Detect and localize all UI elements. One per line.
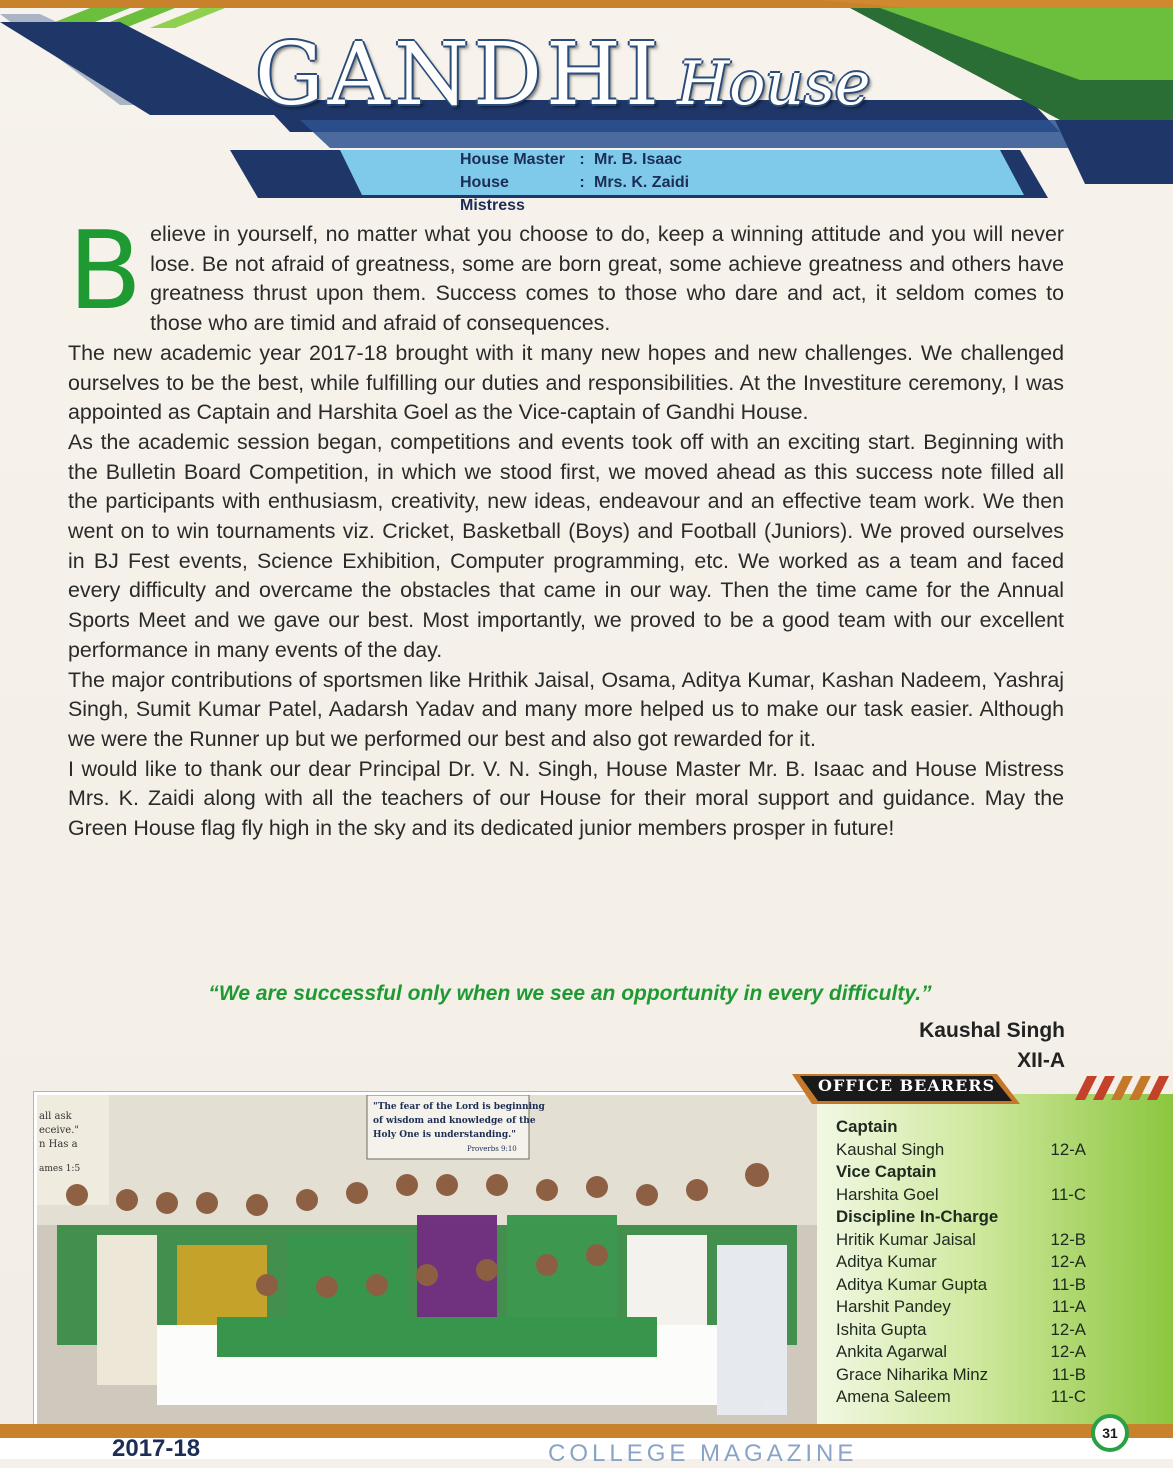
list-item	[836, 1364, 1086, 1387]
footer-magazine-title: COLLEGE MAGAZINE	[548, 1440, 858, 1467]
member-class: 12-A	[1050, 1342, 1086, 1361]
article-paragraph: I would like to thank our dear Principal Dr. V. N. Singh, House Master Mr. B. Isaac and House Mistress Mrs. K. Zaidi along with all the teachers of our House for their moral support and guidance. May the Green House flag fly high in the sky and its dedicated junior members prosper in future!	[68, 756, 1064, 841]
list-item	[836, 1274, 1086, 1297]
member-name: Aditya Kumar	[836, 1252, 937, 1271]
drop-cap: B	[68, 209, 143, 334]
wall-banner-reference: Proverbs 9:10	[467, 1145, 517, 1153]
article-paragraph: The major contributions of sportsmen like Hrithik Jaisal, Osama, Aditya Kumar, Kashan Nadeem, Yashraj Singh, Sumit Kumar Patel, Aadarsh Yadav and many more helped us to make our task easier. Although we were the Runner up but we performed our best and also got rewarded for it.	[68, 667, 1064, 751]
list-item	[836, 1341, 1086, 1364]
house-master-name: Mr. B. Isaac	[594, 151, 683, 168]
separator: :	[579, 174, 585, 191]
member-class: 11-A	[1051, 1297, 1086, 1316]
member-name: Ishita Gupta	[836, 1319, 927, 1339]
member-class: 11-C	[1050, 1387, 1086, 1406]
wall-text-3: n Has a	[39, 1139, 78, 1150]
member-name: Amena Saleem	[836, 1387, 951, 1406]
member-class: 11-B	[1051, 1274, 1086, 1294]
author-class: XII-A	[1017, 1049, 1065, 1072]
signature	[919, 1016, 1065, 1076]
pull-quote: “We are successful only when we see an opportunity in every difficulty.”	[208, 982, 932, 1005]
list-item	[836, 1229, 1086, 1252]
discipline-heading: Discipline In-Charge	[836, 1207, 999, 1226]
list-item	[836, 1296, 1086, 1319]
list-item	[836, 1319, 1086, 1342]
member-name: Harshit Pandey	[836, 1297, 951, 1316]
office-bearers-list	[836, 1116, 1086, 1409]
wall-text-4: ames 1:5	[39, 1164, 81, 1174]
list-item	[836, 1251, 1086, 1274]
wall-banner-line-1: "The fear of the Lord is beginning	[373, 1102, 545, 1112]
office-bearers-stripes	[1075, 1076, 1173, 1100]
house-mistress-label: House Mistress	[460, 174, 525, 214]
title-house: House	[676, 49, 871, 119]
vice-captain-heading: Vice Captain	[836, 1162, 937, 1181]
member-class: 11-C	[1050, 1184, 1086, 1204]
member-name: Grace Niharika Minz	[836, 1364, 989, 1384]
wall-text-2: eceive."	[39, 1125, 79, 1136]
member-name: Ankita Agarwal	[836, 1342, 948, 1361]
member-name: Kaushal Singh	[836, 1139, 945, 1159]
article-paragraph	[68, 209, 1064, 339]
article-body	[68, 209, 1064, 844]
page-title	[255, 25, 871, 125]
captain-heading: Captain	[836, 1117, 898, 1136]
group-photo	[34, 1092, 820, 1430]
house-mistress-row	[460, 171, 689, 217]
list-item	[836, 1386, 1086, 1409]
author-name: Kaushal Singh	[919, 1019, 1065, 1042]
house-master-row	[460, 148, 689, 171]
paragraph-text: elieve in yourself, no matter what you choose to do, keep a winning attitude and you will never lose. Be not afraid of greatness, some are born great, some achieve greatness and others have greatness thrust upon them. Success comes to those who dare and act, it seldom comes to those who are timid and afraid of consequences.	[150, 222, 1064, 336]
member-name: Hritik Kumar Jaisal	[836, 1229, 976, 1249]
member-class: 12-B	[1050, 1229, 1086, 1249]
title-gandhi: GANDHI	[255, 25, 663, 125]
wall-text-1: all ask	[39, 1111, 72, 1122]
article-paragraph: As the academic session began, competitions and events took off with an exciting start. Beginning with the Bulletin Board Competition, in which we stood first, we moved ahead as this success note filled all the participants with enthusiasm, creativity, new ideas, endeavour and an effective team work. We then went on to win tournaments viz. Cricket, Basketball (Boys) and Football (Juniors). We proved ourselves in BJ Fest events, Science Exhibition, Computer programming, etc. We worked as a team and faced every difficulty and overcame the obstacles that came in our way. Then the time came for the Annual Sports Meet and we gave our best. Most importantly, we proved to be a good team with our excellent performance in many events of the day.	[68, 429, 1064, 662]
separator: :	[579, 151, 585, 168]
member-name: Harshita Goel	[836, 1184, 939, 1204]
member-name: Aditya Kumar Gupta	[836, 1274, 988, 1294]
wall-banner-line-2: of wisdom and knowledge of the	[373, 1116, 536, 1126]
house-mistress-name: Mrs. K. Zaidi	[594, 174, 690, 191]
house-staff	[460, 148, 689, 217]
member-class: 12-A	[1050, 1252, 1086, 1271]
footer-year: 2017-18	[112, 1435, 201, 1462]
member-class: 12-A	[1050, 1319, 1086, 1339]
list-item	[836, 1184, 1086, 1207]
office-bearers-heading: OFFICE BEARERS	[818, 1076, 996, 1095]
group-photo-illustration	[37, 1095, 817, 1427]
article-paragraph: The new academic year 2017-18 brought with it many new hopes and new challenges. We challenged ourselves to be the best, while fulfilling our duties and responsibilities. At the Investiture ceremony, I was appointed as Captain and Harshita Goel as the Vice-captain of Gandhi House.	[68, 340, 1064, 425]
page-number: 31	[1091, 1414, 1129, 1452]
member-class: 12-A	[1050, 1139, 1086, 1159]
wall-banner-line-3: Holy One is understanding."	[373, 1130, 516, 1140]
member-class: 11-B	[1051, 1364, 1086, 1384]
list-item	[836, 1139, 1086, 1162]
house-master-label: House Master	[460, 151, 565, 168]
